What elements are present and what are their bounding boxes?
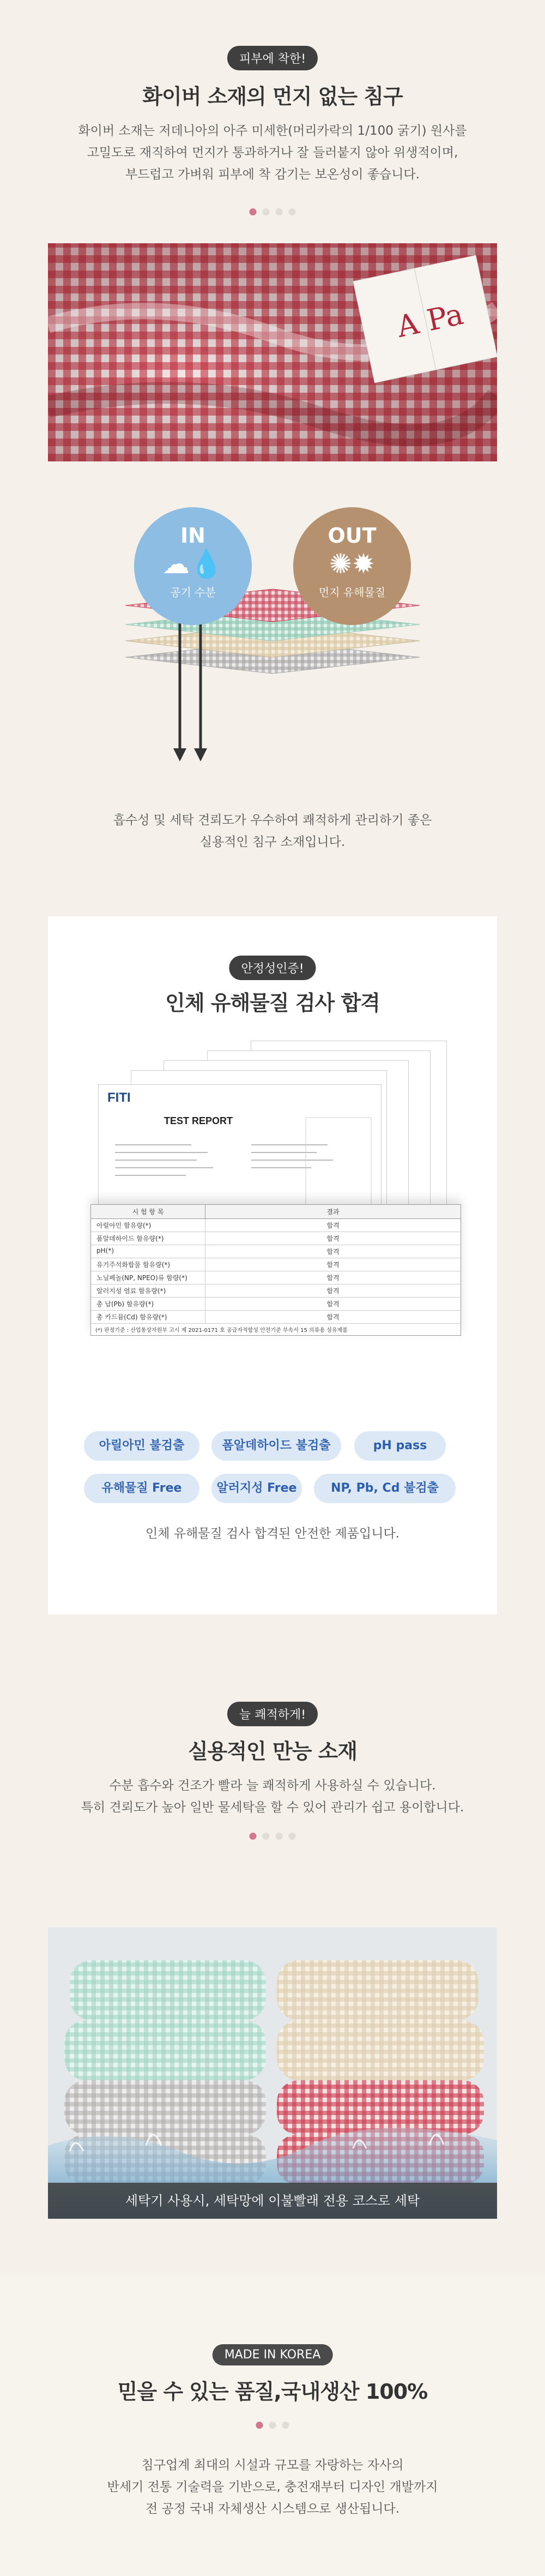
- description-line: 수분 흡수와 건조가 빨라 늘 쾌적하게 사용하실 수 있습니다.: [109, 1779, 436, 1793]
- table-cell-result: 합격: [326, 1313, 340, 1321]
- results-table-header: [91, 1205, 461, 1219]
- results-table: [90, 1204, 461, 1336]
- table-cell-result: 합격: [326, 1274, 340, 1282]
- in-circle: [134, 507, 252, 625]
- table-cell-item: pH(*): [91, 1245, 205, 1258]
- slide-dot-3[interactable]: [282, 2422, 289, 2429]
- germ-icon: ✺✹: [329, 548, 375, 580]
- section-badge: 안정성인증!: [229, 956, 316, 980]
- table-row: [91, 1245, 461, 1258]
- section-title: 화이버 소재의 먼지 없는 침구: [142, 85, 403, 109]
- description-line: 침구업계 최대의 시설과 규모를 자랑하는 자사의: [141, 2458, 404, 2472]
- section-title: 믿을 수 있는 품질,국내생산 100%: [117, 2380, 428, 2404]
- bedding-photo: [48, 243, 497, 461]
- in-label: IN: [180, 524, 205, 548]
- badge-arylamine: 아릴아민 불검출: [84, 1431, 199, 1461]
- slide-dot-4[interactable]: [289, 208, 296, 215]
- slide-dot-3[interactable]: [276, 1833, 283, 1840]
- table-cell-item: 유기주석화합물 함유량(*): [91, 1258, 205, 1271]
- description-line: 실용적인 침구 소재입니다.: [199, 835, 346, 849]
- photo-caption: 세탁기 사용시, 세탁망에 이불빨래 전용 코스로 세탁: [48, 2183, 497, 2219]
- slide-dot-2[interactable]: [269, 2422, 276, 2429]
- section-fiber-material: [0, 0, 545, 916]
- table-cell-item: 총 카드뮴(Cd) 함유량(*): [91, 1311, 205, 1323]
- table-row: [91, 1258, 461, 1271]
- table-cell-result: 합격: [326, 1287, 340, 1295]
- table-cell-result: 합격: [326, 1261, 340, 1269]
- description-line: 고밀도로 재직하여 먼지가 통과하거나 잘 들러붙지 않아 위생적이며,: [87, 146, 458, 160]
- table-row: [91, 1284, 461, 1298]
- badge-allergen-free: 알러지성 Free: [211, 1474, 302, 1503]
- section-badge: 늘 쾌적하게!: [227, 1702, 318, 1726]
- section-description: 인체 유해물질 검사 합격된 안전한 제품입니다.: [145, 1527, 399, 1541]
- report-title: TEST REPORT: [164, 1115, 233, 1126]
- description-line: 특히 견뢰도가 높아 일반 물세탁을 할 수 있어 관리가 쉽고 용이합니다.: [81, 1800, 464, 1815]
- breathability-diagram: [0, 496, 545, 780]
- section-title: 실용적인 만능 소재: [187, 1739, 358, 1763]
- section-badge: MADE IN KOREA: [213, 2344, 333, 2365]
- out-sublabel: 먼지 유해물질: [318, 586, 386, 599]
- results-table-body: [91, 1219, 461, 1324]
- test-report-image: [95, 1041, 447, 1335]
- bedding-fold-shading: [48, 243, 497, 461]
- slide-dot-2[interactable]: [263, 1833, 270, 1840]
- col-header-result: 결과: [326, 1208, 340, 1216]
- badge-formaldehyde: 폼알데하이드 불검출: [211, 1431, 341, 1461]
- table-cell-result: 합격: [326, 1248, 340, 1256]
- report-logo: FITI: [107, 1090, 131, 1105]
- in-sublabel: 공기 수분: [170, 586, 216, 599]
- table-cell-item: 알러지성 염료 함유량(*): [91, 1284, 205, 1297]
- table-cell-item: 폼알데하이드 함유량(*): [91, 1232, 205, 1245]
- slide-dot-1[interactable]: [250, 1833, 257, 1840]
- section-title: 인체 유해물질 검사 합격: [165, 991, 380, 1015]
- badge-heavy-metal: NP, Pb, Cd 불검출: [314, 1474, 456, 1503]
- slide-dot-1[interactable]: [256, 2422, 263, 2429]
- table-row: [91, 1311, 461, 1324]
- section-description: [0, 1775, 545, 1818]
- badge-harmful-free: 유해물질 Free: [84, 1474, 199, 1503]
- description-line: 부드럽고 가벼워 피부에 착 감기는 보온성이 좋습니다.: [125, 167, 420, 182]
- section-description: [0, 2454, 545, 2520]
- description-line: 전 공정 국내 자체생산 시스템으로 생산됩니다.: [145, 2502, 399, 2516]
- folded-bedding-photo: [48, 1928, 497, 2219]
- slide-indicator[interactable]: [250, 1833, 296, 1840]
- slide-indicator[interactable]: [250, 208, 296, 215]
- table-row: [91, 1271, 461, 1284]
- safety-certification-card: [48, 916, 497, 1614]
- layer-diagram-graphic: [0, 496, 545, 780]
- table-row: [91, 1298, 461, 1311]
- table-row: [91, 1232, 461, 1245]
- badge-ph: pH pass: [354, 1431, 446, 1461]
- folded-stack-graphic: [48, 1928, 497, 2219]
- slide-dot-1[interactable]: [250, 208, 257, 215]
- description-line: 흡수성 및 세탁 견뢰도가 우수하여 쾌적하게 관리하기 좋은: [113, 813, 432, 827]
- section-made-in-korea: [0, 2274, 545, 2576]
- table-cell-result: 합격: [326, 1235, 340, 1242]
- section-description: [0, 120, 545, 185]
- description-line: 반세기 전통 기술력을 기반으로, 충전재부터 디자인 개발까지: [107, 2480, 438, 2494]
- section-practical-material: [0, 1702, 545, 2274]
- slide-indicator[interactable]: [256, 2422, 289, 2429]
- table-cell-result: 합격: [326, 1222, 340, 1229]
- table-cell-item: 총 납(Pb) 함유량(*): [91, 1298, 205, 1310]
- slide-dot-2[interactable]: [263, 208, 270, 215]
- table-cell-item: 노닐페놀(NP, NPEO)류 함량(*): [91, 1271, 205, 1284]
- slide-dot-4[interactable]: [289, 1833, 296, 1840]
- col-header-item: 시 험 항 목: [91, 1205, 205, 1218]
- out-label: OUT: [328, 524, 377, 548]
- table-cell-result: 합격: [326, 1300, 340, 1308]
- out-circle: [293, 507, 411, 625]
- description-line: 화이버 소재는 저데니아의 아주 미세한(머리카락의 1/100 굵기) 원사를: [78, 124, 467, 138]
- results-table-note: (*) 판정기준 : 산업통상자원부 고시 제 2021-0171 호 공급자적합성 안전기준 부속서 15 의류용 섬유제품: [95, 1328, 348, 1334]
- cloud-drop-icon: ☁💧: [162, 548, 224, 580]
- section-badge: 피부에 착한!: [227, 46, 318, 70]
- table-cell-item: 아릴아민 함유량(*): [91, 1219, 205, 1232]
- diagram-description: [0, 809, 545, 853]
- slide-dot-3[interactable]: [276, 208, 283, 215]
- table-row: [91, 1219, 461, 1232]
- book-title-text: A Pa: [393, 296, 467, 345]
